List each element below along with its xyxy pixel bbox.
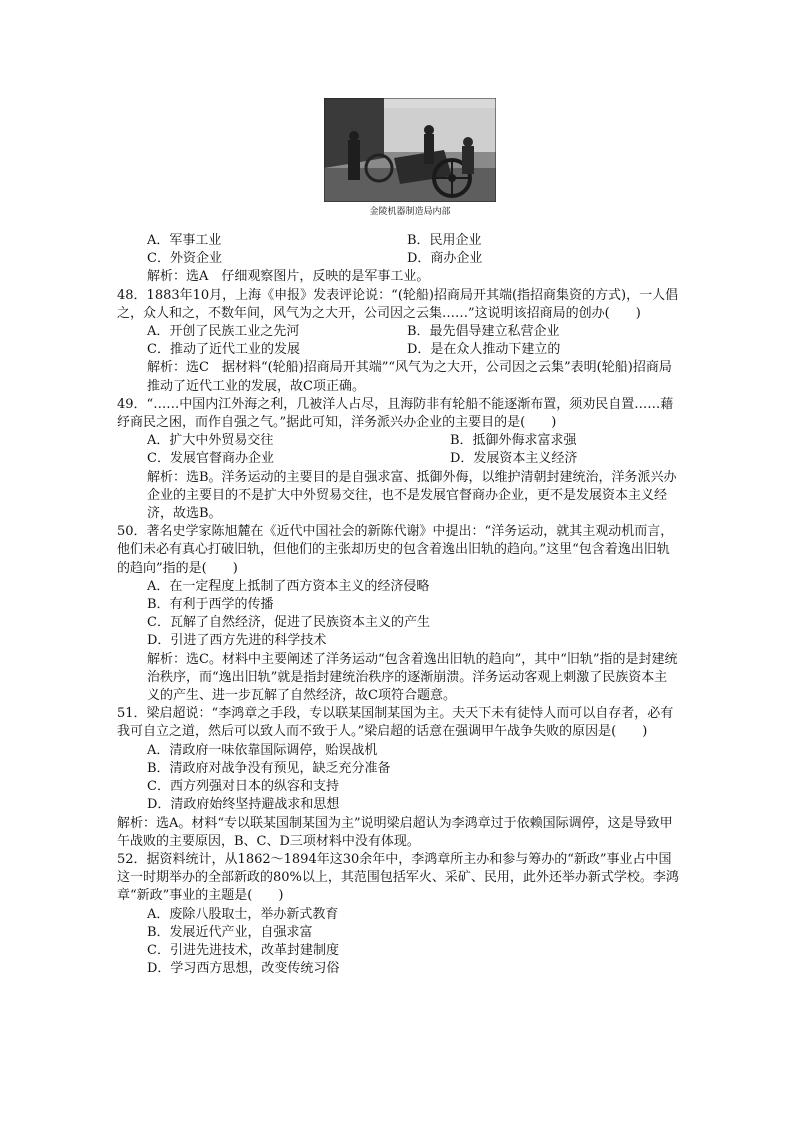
option-d: D．清政府始终坚持避战求和思想 xyxy=(147,797,340,813)
question-51 xyxy=(117,705,679,851)
option-a: A．开创了民族工业之先河 xyxy=(147,324,300,340)
question-52 xyxy=(117,851,679,978)
answer-analysis: 解析：选B。洋务运动的主要目的是自强求富、抵御外侮，以维护清朝封建统治，洋务派兴办企业的主要目的不是扩大中外贸易交往，也不是发展官督商办企业，更不是发展资本主义经济，故选B。 xyxy=(147,469,677,522)
historical-photo-figure xyxy=(324,98,496,216)
option-d: D．发展资本主义经济 xyxy=(450,451,578,467)
option-b: B．最先倡导建立私营企业 xyxy=(407,324,560,340)
question-stem: 52．据资料统计，从1862～1894年这30余年中，李鸿章所主办和参与筹办的“新政”事业占中国这一时期举办的全部新政的80%以上，其范围包括军火、采矿、民用，此外还举办新式学校。李鸿章“新政”事业的主题是( ) xyxy=(117,851,679,904)
options-row xyxy=(117,232,679,250)
option-a: A．扩大中外贸易交往 xyxy=(147,433,274,449)
question-48 xyxy=(117,287,679,396)
option-d: D．引进了西方先进的科学技术 xyxy=(147,633,327,649)
question-stem: 51．梁启超说：“李鸿章之手段，专以联某国制某国为主。夫天下未有徒恃人而可以自存者，必有我可自立之道，然后可以致人而不致于人。”梁启超的话意在强调甲午战争失败的原因是( ) xyxy=(117,706,674,740)
question-stem: 48．1883年10月，上海《申报》发表评论说：“(轮船)招商局开其端(指招商集资的方式)，一人倡之，众人和之，不数年间，风气为之大开，公司因之云集……”这说明该招商局的创办( ) xyxy=(117,287,679,321)
photo-caption: 金陵机器制造局内部 xyxy=(369,207,451,217)
question-list xyxy=(117,232,679,978)
options-row xyxy=(117,432,679,450)
option-a: A．废除八股取士，举办新式教育 xyxy=(147,906,339,922)
question-49 xyxy=(117,396,679,523)
question-47 xyxy=(117,232,679,287)
option-b: B．清政府对战争没有预见，缺乏充分准备 xyxy=(147,760,391,776)
answer-analysis: 解析：选A 仔细观察图片，反映的是军事工业。 xyxy=(147,269,430,285)
options-row xyxy=(117,450,679,468)
option-b: B．有利于西学的传播 xyxy=(147,597,274,613)
answer-analysis: 解析：选A。材料“专以联某国制某国为主”说明梁启超认为李鸿章过于依赖国际调停，这是导致甲午战败的主要原因，B、C、D三项材料中没有体现。 xyxy=(117,815,673,849)
option-b: B．民用企业 xyxy=(407,233,482,248)
options-row xyxy=(117,341,679,359)
option-c: C．西方列强对日本的纵容和支持 xyxy=(147,779,339,795)
option-b: B．发展近代产业，自强求富 xyxy=(147,924,313,940)
option-d: D．商办企业 xyxy=(407,251,483,267)
option-c: C．引进先进技术，改革封建制度 xyxy=(147,942,339,958)
option-c: C．推动了近代工业的发展 xyxy=(147,342,300,358)
question-stem: 49．“……中国内江外海之利，几被洋人占尽，且海防非有轮船不能逐渐布置，须劝民自置……藉纾商民之困，而作自强之气。”据此可知，洋务派兴办企业的主要目的是( ) xyxy=(117,396,674,431)
option-c: C．外资企业 xyxy=(147,251,222,267)
answer-analysis: 解析：选C 据材料“(轮船)招商局开其端”“风气为之大开，公司因之云集”表明(轮船)招商局推动了近代工业的发展，故C项正确。 xyxy=(147,360,672,394)
question-50 xyxy=(117,523,679,705)
option-c: C．发展官督商办企业 xyxy=(147,451,274,467)
question-stem: 50．著名史学家陈旭麓在《近代中国社会的新陈代谢》中提出：“洋务运动，就其主观动机而言，他们未必有真心打破旧轨，但他们的主张却历史的包含着逸出旧轨的趋向。”这里“包含着逸出旧轨的趋向”指的是( ) xyxy=(117,524,674,576)
options-row xyxy=(117,250,679,268)
option-a: A．军事工业 xyxy=(147,233,222,248)
option-d: D．是在众人推动下建立的 xyxy=(407,342,561,358)
option-a: A．在一定程度上抵制了西方资本主义的经济侵略 xyxy=(147,578,430,594)
answer-analysis: 解析：选C。材料中主要阐述了洋务运动“包含着逸出旧轨的趋向”，其中“旧轨”指的是封建统治秩序，而“逸出旧轨”就是指封建统治秩序的逐渐崩溃。洋务运动客观上刺激了民族资本主义的产生、进一步瓦解了自然经济，故C项符合题意。 xyxy=(147,651,678,704)
option-b: B．抵御外侮求富求强 xyxy=(450,433,577,449)
options-row xyxy=(117,323,679,341)
option-d: D．学习西方思想，改变传统习俗 xyxy=(147,961,340,977)
option-c: C．瓦解了自然经济，促进了民族资本主义的产生 xyxy=(147,615,430,631)
arsenal-interior-photo xyxy=(324,98,496,202)
option-a: A．清政府一味依靠国际调停，贻误战机 xyxy=(147,742,378,758)
